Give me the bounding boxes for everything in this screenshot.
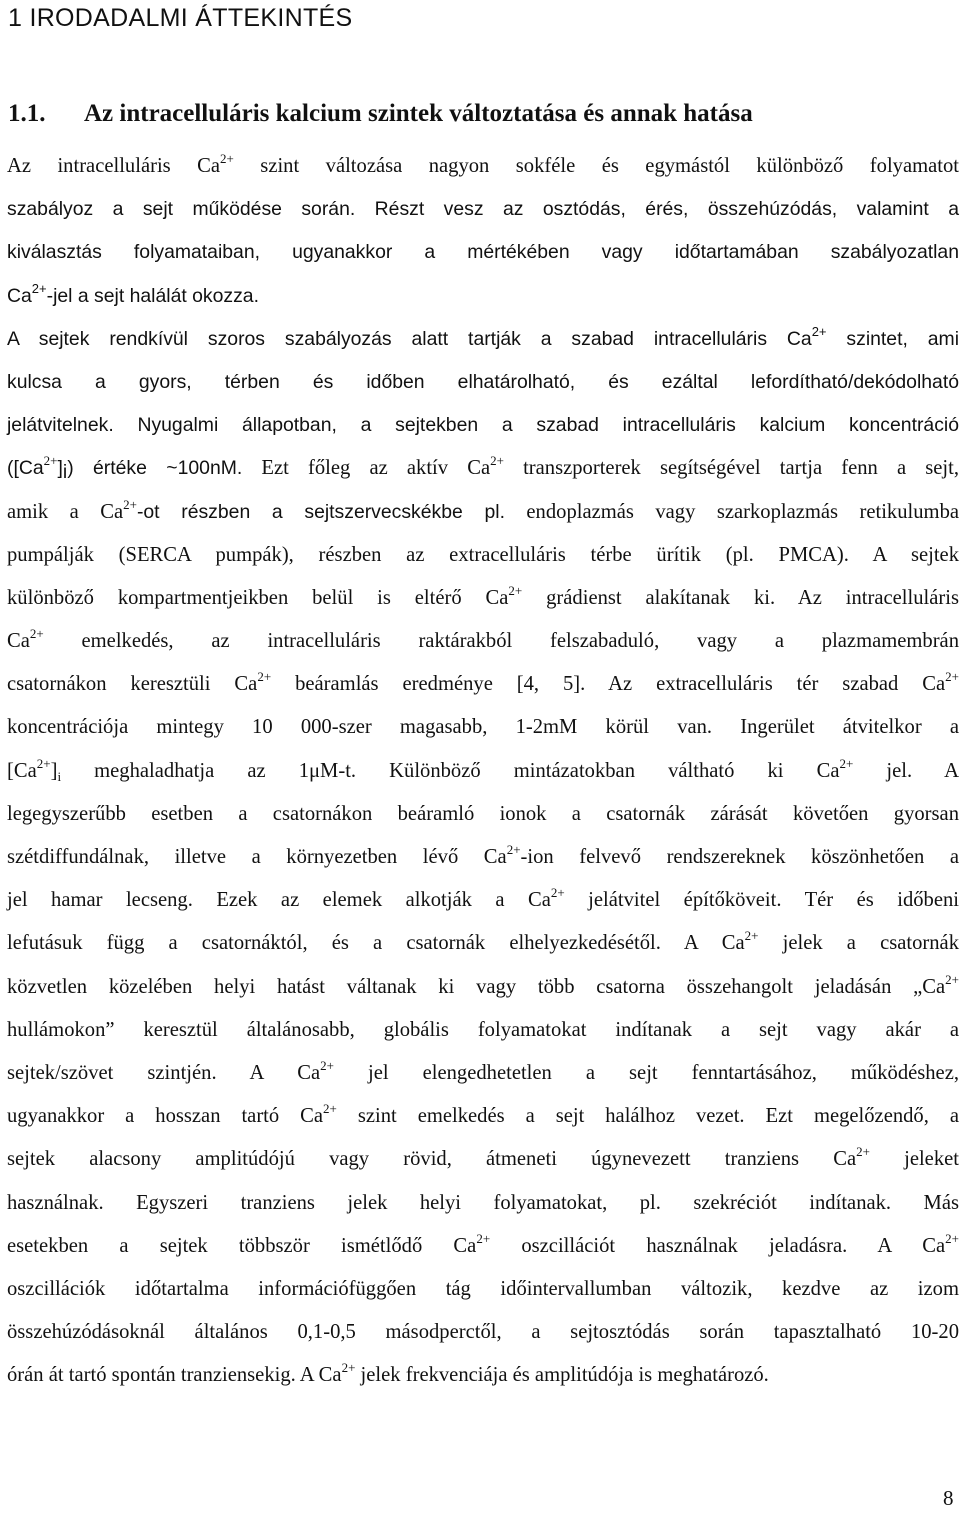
text-run: csatornákon keresztüli Ca xyxy=(7,673,258,696)
text-run: szint változása nagyon sokféle és egymástól különböző folyamatot xyxy=(233,155,960,177)
superscript: 2+ xyxy=(945,669,959,685)
text-run: jel elengedhetetlen a sejt fenntartásához, működéshez, xyxy=(333,1061,959,1084)
text-run: szabályoz a sejt működése során. xyxy=(7,198,356,221)
text-run: jelek a csatornák xyxy=(758,932,959,955)
text-run: meghaladhatja az 1μM-t. Különböző mintázatokban váltható ki Ca xyxy=(61,759,840,782)
superscript: 2+ xyxy=(508,582,523,598)
superscript: 2+ xyxy=(476,1230,491,1246)
text-run: ) értéke ~100nM. xyxy=(67,457,243,480)
text-run: Ca xyxy=(7,284,32,307)
text-line xyxy=(7,879,959,922)
text-run: Az intracelluláris Ca xyxy=(7,155,221,177)
text-run: közvetlen közelében helyi hatást váltanak ki vagy több csatorna összehangolt jeladásán „Ca xyxy=(7,975,946,998)
body-text xyxy=(7,145,959,1397)
text-line xyxy=(7,620,959,663)
superscript: 2+ xyxy=(31,280,47,296)
text-line xyxy=(7,318,959,361)
text-line: kulcsa a gyors, térben és időben elhatárolható, és ezáltal lefordítható/dekódolható xyxy=(7,370,959,393)
text-line xyxy=(7,836,959,879)
superscript: 2+ xyxy=(506,842,521,857)
superscript: 2+ xyxy=(123,496,137,512)
text-line xyxy=(7,447,959,490)
text-run: emelkedés, az intracelluláris raktárakból felszabaduló, vagy a plazmamembrán xyxy=(43,630,959,653)
text-run: [Ca xyxy=(7,759,37,782)
text-line xyxy=(7,1095,959,1138)
text-run: sejtek alacsony amplitúdójú vagy rövid, átmeneti úgynevezett tranziens Ca xyxy=(7,1148,857,1171)
superscript: 2+ xyxy=(945,971,959,987)
text-run: ] xyxy=(50,759,58,782)
subscript: i xyxy=(57,768,62,784)
text-line xyxy=(7,491,959,534)
text-line: legegyszerűbb esetben a csatornákon beáramló ionok a csatornák zárását követően gyorsan xyxy=(7,802,959,825)
superscript: 2+ xyxy=(341,1360,356,1376)
text-line xyxy=(7,188,959,231)
text-run: amik a Ca xyxy=(7,500,124,523)
text-line: jelátvitelnek. Nyugalmi állapotban, a sejtekben a szabad intracelluláris kalcium koncentráció xyxy=(7,414,959,437)
text-run: Ezt főleg az aktív Ca xyxy=(242,457,491,480)
superscript: 2+ xyxy=(490,453,504,469)
text-run: -ion felvevő rendszereknek köszönhetően a xyxy=(520,846,959,868)
text-run: oszcillációt használnak jeladásra. A Ca xyxy=(490,1234,946,1257)
text-run: A sejtek rendkívül szoros szabályozás alatt tartják a szabad intracelluláris Ca xyxy=(7,327,812,350)
text-line xyxy=(7,1225,959,1268)
text-run: jel. A xyxy=(853,759,959,782)
text-run: ] xyxy=(57,457,63,480)
text-run: jel hamar lecseng. Ezek az elemek alkotják a Ca xyxy=(7,889,551,912)
text-line xyxy=(7,577,959,620)
text-line xyxy=(7,966,959,1009)
section-heading xyxy=(8,100,958,128)
text-line: összehúzódásoknál általános 0,1-0,5 másodperctől, a sejtosztódás során tapasztalható 10-20 xyxy=(7,1321,959,1344)
superscript: 2+ xyxy=(323,1101,337,1117)
text-line xyxy=(7,145,959,188)
text-run: szint emelkedés a sejt halálhoz vezet. Ezt megelőzendő, a xyxy=(336,1105,959,1128)
section-title: Az intracelluláris kalcium szintek változtatása és annak hatása xyxy=(84,100,753,127)
superscript: 2+ xyxy=(839,755,854,771)
text-line: koncentrációja mintegy 10 000-szer magasabb, 1-2mM körül van. Ingerület átvitelkor a xyxy=(7,716,959,739)
superscript: 2+ xyxy=(220,151,234,166)
subscript: i xyxy=(62,461,68,484)
text-run: grádienst alakítanak ki. Az intracelluláris xyxy=(522,586,959,609)
text-run: jelek frekvenciája és amplitúdója is meghatározó. xyxy=(355,1364,769,1387)
text-run: sejtek/szövet szintjén. A Ca xyxy=(7,1061,321,1084)
superscript: 2+ xyxy=(257,669,272,685)
text-run: jelátvitel építőköveit. Tér és időbeni xyxy=(564,889,959,912)
text-line: kiválasztás folyamataiban, ugyanakkor a mértékében vagy időtartamában szabályozatlan xyxy=(7,241,959,264)
text-line xyxy=(7,1138,959,1181)
text-run: Részt vesz az osztódás, érés, összehúzódás, valamint a xyxy=(355,198,960,221)
superscript: 2+ xyxy=(811,323,827,339)
superscript: 2+ xyxy=(550,885,565,901)
text-run: szintet, ami xyxy=(826,327,960,350)
text-run: -ot részben a sejtszervecskékbe pl. xyxy=(136,500,505,523)
superscript: 2+ xyxy=(945,1230,959,1246)
chapter-title: 1 IRODADALMI ÁTTEKINTÉS xyxy=(8,4,353,32)
text-line xyxy=(7,750,959,793)
text-run: különböző kompartmentjeikben belül is eltérő Ca xyxy=(7,586,509,609)
section-number: 1.1. xyxy=(8,100,46,127)
superscript: 2+ xyxy=(36,755,51,771)
text-run: lefutásuk függ a csatornáktól, és a csatornák elhelyezkedésétől. A Ca xyxy=(7,932,745,955)
page-number: 8 xyxy=(943,1486,954,1510)
text-line xyxy=(7,922,959,965)
text-run: beáramlás eredménye [4, 5]. Az extracelluláris tér szabad Ca xyxy=(271,673,946,696)
text-line xyxy=(7,1354,959,1397)
text-run: szétdiffundálnak, illetve a környezetben lévő Ca xyxy=(7,846,507,868)
text-line: használnak. Egyszeri tranziens jelek helyi folyamatokat, pl. szekréciót indítanak. Más xyxy=(7,1191,959,1214)
superscript: 2+ xyxy=(43,453,58,469)
text-line xyxy=(7,275,959,318)
superscript: 2+ xyxy=(29,626,44,642)
text-run: Ca xyxy=(7,630,30,653)
superscript: 2+ xyxy=(320,1057,334,1073)
text-line xyxy=(7,1052,959,1095)
text-run: -jel a sejt halálát okozza. xyxy=(46,284,259,307)
text-run: ugyanakkor a hosszan tartó Ca xyxy=(7,1105,324,1128)
text-run: endoplazmás vagy szarkoplazmás retikulumba xyxy=(504,500,960,523)
superscript: 2+ xyxy=(744,928,759,944)
text-run: esetekben a sejtek többször ismétlődő Ca xyxy=(7,1234,477,1257)
text-run: órán át tartó spontán tranziensekig. A Ca xyxy=(7,1364,342,1387)
text-run: ([Ca xyxy=(7,457,44,480)
superscript: 2+ xyxy=(856,1144,870,1160)
text-run: transzporterek segítségével tartja fenn a sejt, xyxy=(503,457,959,480)
text-run: jeleket xyxy=(869,1148,959,1171)
text-line: oszcillációk időtartalma információfüggően tág időintervallumban változik, kezdve az izom xyxy=(7,1277,959,1300)
text-line: pumpálják (SERCA pumpák), részben az extracelluláris térbe ürítik (pl. PMCA). A sejtek xyxy=(7,543,959,566)
text-line xyxy=(7,663,959,706)
text-line: hullámokon” keresztül általánosabb, globális folyamatokat indítanak a sejt vagy akár a xyxy=(7,1018,959,1041)
